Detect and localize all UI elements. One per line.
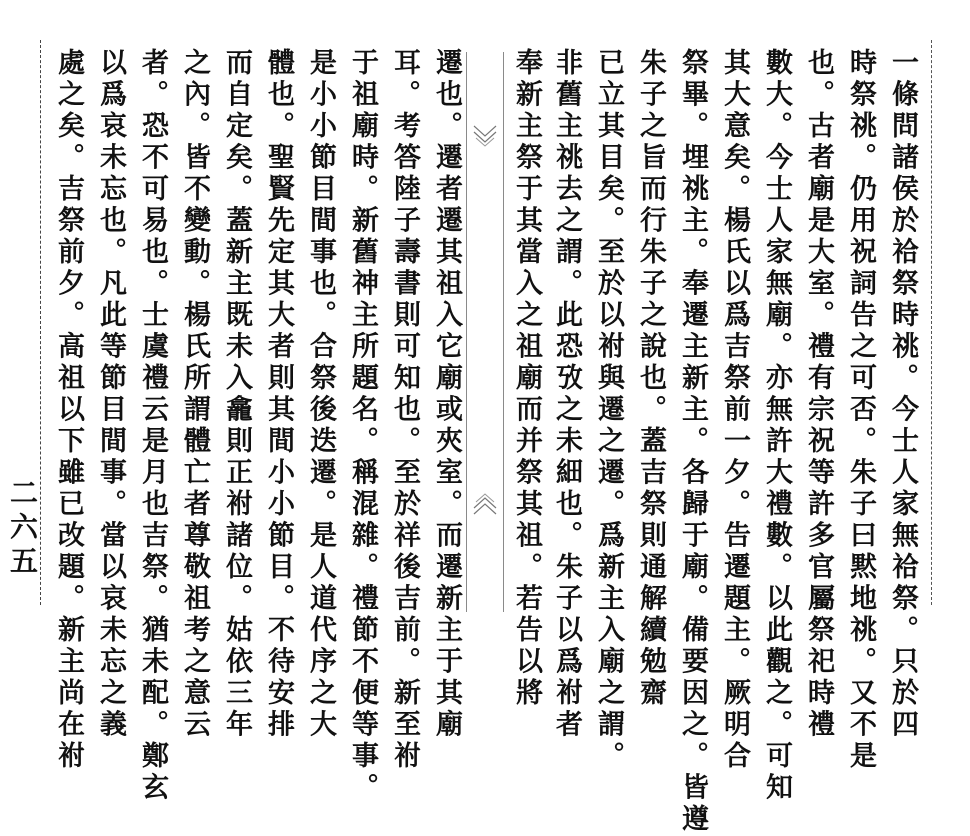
text-column: 是小小節目間事也。合祭後迭遷。是人道代序之大 (305, 48, 336, 741)
text-column: 非舊主祧去之謂。此恐攷之未細也。朱子以爲祔者 (551, 48, 582, 741)
text-column: 奉新主祭于其當入之祖廟而并祭其祖。若告以將 (511, 48, 542, 710)
fishtail-ornament-icon (472, 492, 498, 518)
page-number: 二六五 (6, 478, 39, 580)
text-column: 耳。考答陸子壽書則可知也。至於祥後吉前。新至祔 (389, 48, 420, 773)
gutter-line (466, 52, 467, 612)
gutter-line (503, 52, 504, 612)
text-column: 而自定矣。蓋新主既未入龕則正祔諸位。姑依三年 (221, 48, 252, 741)
text-column: 一條問諸侯於祫祭時祧。今士人家無祫祭。只於四 (887, 48, 918, 741)
text-column: 于祖廟時。新舊神主所題名。稱混雜。禮節不便等事。 (347, 48, 378, 804)
text-column: 遷也。遷者遷其祖入它廟或夾室。而遷新主于其廟 (431, 48, 462, 741)
text-column: 也。古者廟是大室。禮有宗祝等許多官屬祭祀時禮 (803, 48, 834, 741)
text-column: 朱子之旨而行朱子之說也。蓋吉祭則通解續勉齋 (635, 48, 666, 710)
text-column: 時祭祧。仍用祝詞告之可否。朱子曰黙地祧。又不是 (845, 48, 876, 773)
text-column: 以爲哀未忘也。凡此等節目間事。當以哀未忘之義 (95, 48, 126, 741)
text-column: 已立其目矣。至於以祔與遷之遷。爲新主入廟之謂。 (593, 48, 624, 773)
text-column: 之內。皆不變動。楊氏所謂體亡者尊敬祖考之意云 (179, 48, 210, 741)
text-column: 其大意矣。楊氏以爲吉祭前一夕。告遷題主。厥明合 (719, 48, 750, 773)
text-column: 者。恐不可易也。士虞禮云是月也吉祭。猶未配。鄭玄 (137, 48, 168, 804)
text-column: 處之矣。吉祭前夕。高祖以下雖已改題。新主尚在祔 (53, 48, 84, 773)
text-column: 祭畢。埋祧主。奉遷主新主。各歸于廟。備要因之。皆遵 (677, 48, 708, 836)
text-column: 數大。今士人家無廟。亦無許大禮數。以此觀之。可知 (761, 48, 792, 804)
center-fold-gutter (468, 52, 502, 612)
text-column: 體也。聖賢先定其大者則其間小小節目。不待安排 (263, 48, 294, 741)
fishtail-ornament-icon (472, 122, 498, 148)
